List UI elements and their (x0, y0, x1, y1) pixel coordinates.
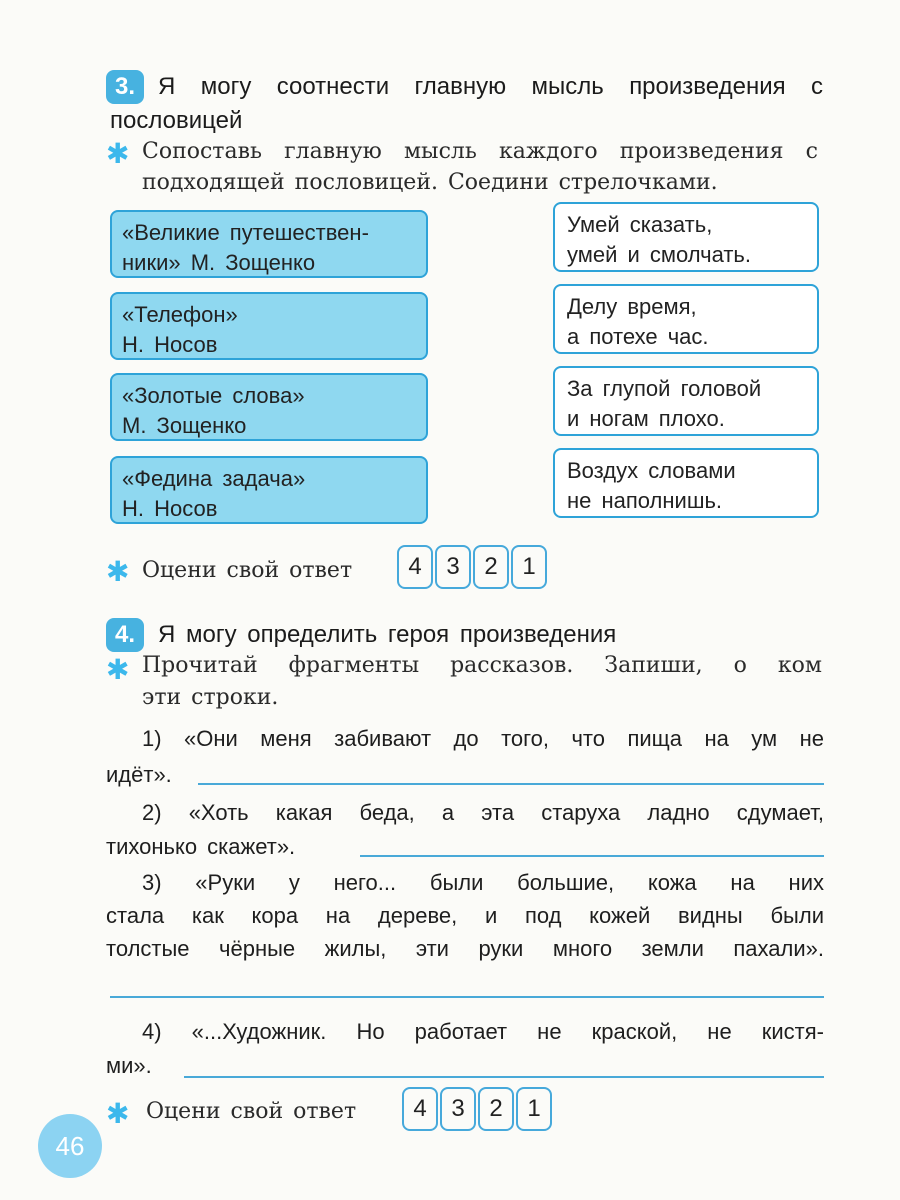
fragment-1-cont: идёт». (106, 762, 172, 787)
section-3-instruction-cont: подходящей пословицей. Соедини стрелочками. (142, 170, 718, 195)
section-3-instruction: Сопоставь главную мысль каждого произведения с (142, 139, 818, 164)
self-rating (397, 545, 547, 589)
answer-line-2[interactable] (360, 855, 824, 857)
proverb-text: Воздух словами (567, 458, 736, 483)
rating-2[interactable]: 2 (473, 545, 509, 589)
rating-label: Оцени свой ответ (142, 558, 353, 583)
fragment-2: 2) «Хоть какая беда, а эта старуха ладно сдумает, (142, 800, 824, 825)
work-box[interactable] (110, 292, 428, 360)
answer-line-3[interactable] (110, 996, 824, 998)
rating-3[interactable]: 3 (440, 1087, 476, 1131)
proverb-text: умей и смолчать. (567, 242, 752, 267)
work-box[interactable] (110, 373, 428, 441)
fragment-1: 1) «Они меня забивают до того, что пища на ум не (142, 726, 824, 751)
section-4-title: Я могу определить героя произведения (158, 621, 617, 648)
fragment-4: 4) «...Художник. Но работает не краской, не кистя- (142, 1019, 824, 1044)
rating-1[interactable]: 1 (516, 1087, 552, 1131)
work-author: Н. Носов (122, 332, 218, 357)
fragment-3-cont: стала как кора на дереве, и под кожей видны были (106, 903, 824, 928)
section-3-badge: 3. (106, 70, 144, 104)
proverb-text: Умей сказать, (567, 212, 713, 237)
rating-4[interactable]: 4 (402, 1087, 438, 1131)
star-icon: ✱ (106, 137, 130, 170)
proverb-box[interactable] (553, 202, 819, 272)
work-box[interactable] (110, 456, 428, 524)
star-icon: ✱ (106, 1097, 130, 1130)
proverb-text: не наполнишь. (567, 488, 723, 513)
work-title: «Федина задача» (122, 466, 306, 491)
section-3-title: Я могу соотнести главную мысль произведения с (158, 73, 823, 100)
rating-label: Оцени свой ответ (146, 1099, 357, 1124)
page-number: 46 (42, 1118, 98, 1174)
work-title: «Золотые слова» (122, 383, 305, 408)
fragment-2-cont: тихонько скажет». (106, 834, 296, 859)
proverb-text: Делу время, (567, 294, 697, 319)
star-icon: ✱ (106, 555, 130, 588)
answer-line-4[interactable] (184, 1076, 824, 1078)
work-author: М. Зощенко (122, 413, 247, 438)
rating-2[interactable]: 2 (478, 1087, 514, 1131)
work-author: ники» М. Зощенко (122, 250, 316, 275)
fragment-3-cont: толстые чёрные жилы, эти руки много земли пахали». (106, 936, 824, 961)
work-title: «Телефон» (122, 302, 238, 327)
rating-3[interactable]: 3 (435, 545, 471, 589)
rating-4[interactable]: 4 (397, 545, 433, 589)
proverb-box[interactable] (553, 284, 819, 354)
rating-1[interactable]: 1 (511, 545, 547, 589)
proverb-box[interactable] (553, 366, 819, 436)
proverb-box[interactable] (553, 448, 819, 518)
section-4-badge: 4. (106, 618, 144, 652)
work-box[interactable] (110, 210, 428, 278)
section-4-instruction: Прочитай фрагменты рассказов. Запиши, о ком (142, 653, 822, 678)
work-title: «Великие путешествен- (122, 220, 369, 245)
section-3-title-cont: пословицей (110, 107, 243, 134)
fragment-4-cont: ми». (106, 1053, 152, 1078)
proverb-text: а потехе час. (567, 324, 709, 349)
fragment-3: 3) «Руки у него... были большие, кожа на них (142, 870, 824, 895)
proverb-text: и ногам плохо. (567, 406, 725, 431)
star-icon: ✱ (106, 653, 130, 686)
section-4-instruction-cont: эти строки. (142, 685, 279, 710)
work-author: Н. Носов (122, 496, 218, 521)
answer-line-1[interactable] (198, 783, 824, 785)
proverb-text: За глупой головой (567, 376, 762, 401)
self-rating (402, 1087, 552, 1131)
